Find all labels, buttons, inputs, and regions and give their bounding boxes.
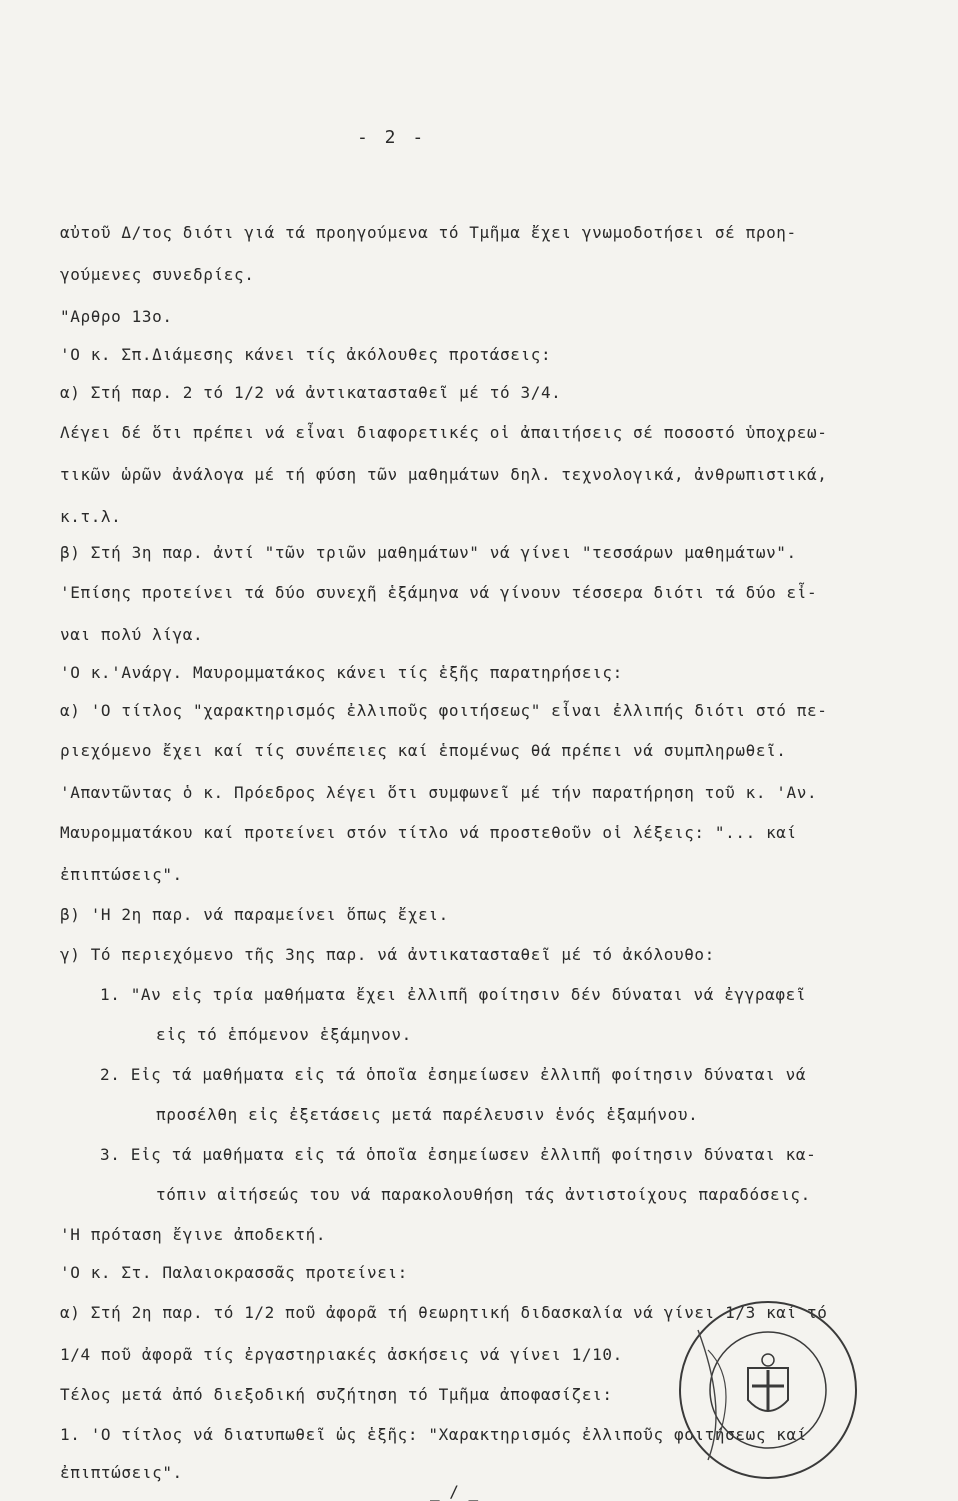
text-line: 1. "Αν εἰς τρία μαθήματα ἔχει ἐλλιπῆ φοίτησιν δέν δύναται νά ἐγγραφεῖ — [100, 985, 807, 1004]
text-line: β) 'Η 2η παρ. νά παραμείνει ὅπως ἔχει. — [60, 905, 449, 924]
text-line: 2. Εἰς τά μαθήματα εἰς τά ὁποῖα ἐσημείωσεν ἐλλιπῆ φοίτησιν δύναται νά — [100, 1065, 807, 1084]
text-line: αὐτοῦ Δ/τος διότι γιά τά προηγούμενα τό Τμῆμα ἔχει γνωμοδοτήσει σέ προη- — [60, 223, 797, 242]
page-continuation-mark: _ / _ — [430, 1482, 479, 1501]
text-line: α) 'Ο τίτλος "χαρακτηρισμός ἐλλιποῦς φοιτήσεως" εἶναι ἐλλιπής διότι στό πε- — [60, 701, 828, 720]
text-line: τικῶν ὡρῶν ἀνάλογα μέ τή φύση τῶν μαθημάτων δηλ. τεχνολογικά, ἀνθρωπιστικά, — [60, 465, 828, 484]
text-line: ριεχόμενο ἔχει καί τίς συνέπειες καί ἑπομένως θά πρέπει νά συμπληρωθεῖ. — [60, 741, 787, 760]
signature-stroke — [698, 1330, 716, 1460]
text-line: ἐπιπτώσεις". — [60, 1463, 183, 1482]
text-line: 'Ο κ. Σπ.Διάμεσης κάνει τίς ἀκόλουθες προτάσεις: — [60, 345, 552, 364]
text-line: ἐπιπτώσεις". — [60, 865, 183, 884]
text-line: 'Επίσης προτείνει τά δύο συνεχῆ ἑξάμηνα νά γίνουν τέσσερα διότι τά δύο εἶ- — [60, 583, 818, 602]
text-line: κ.τ.λ. — [60, 507, 122, 526]
text-line: γούμενες συνεδρίες. — [60, 265, 255, 284]
text-line: 'Ο κ.'Ανάργ. Μαυρομματάκος κάνει τίς ἑξῆς παρατηρήσεις: — [60, 663, 623, 682]
text-line: Τέλος μετά ἀπό διεξοδική συζήτηση τό Τμῆμα ἀποφασίζει: — [60, 1385, 613, 1404]
coat-of-arms-icon — [748, 1354, 788, 1411]
text-line: 'Απαντῶντας ὁ κ. Πρόεδρος λέγει ὅτι συμφωνεῖ μέ τήν παρατήρηση τοῦ κ. 'Αν. — [60, 783, 818, 802]
text-line: β) Στή 3η παρ. ἀντί "τῶν τριῶν μαθημάτων" νά γίνει "τεσσάρων μαθημάτων". — [60, 543, 797, 562]
text-line: 1. 'Ο τίτλος νά διατυπωθεῖ ὡς ἑξῆς: "Χαρακτηρισμός ἐλλιποῦς φοιτήσεως καί — [60, 1425, 807, 1444]
text-line: προσέλθη εἰς ἐξετάσεις μετά παρέλευσιν ἑνός ἑξαμήνου. — [156, 1105, 699, 1124]
text-line: α) Στή 2η παρ. τό 1/2 ποῦ ἀφορᾶ τή θεωρητική διδασκαλία νά γίνει 1/3 καί τό — [60, 1303, 828, 1322]
text-line: "Αρθρο 13ο. — [60, 307, 173, 326]
text-line: 'Η πρόταση ἔγινε ἀποδεκτή. — [60, 1225, 327, 1244]
official-seal-stamp — [668, 1290, 868, 1490]
text-line: 'Ο κ. Στ. Παλαιοκρασσᾶς προτείνει: — [60, 1263, 408, 1282]
text-line: γ) Τό περιεχόμενο τῆς 3ης παρ. νά ἀντικατασταθεῖ μέ τό ἀκόλουθο: — [60, 945, 715, 964]
text-line: 3. Εἰς τά μαθήματα εἰς τά ὁποῖα ἐσημείωσεν ἐλλιπῆ φοίτησιν δύναται κα- — [100, 1145, 817, 1164]
page-number: - 2 - — [357, 127, 427, 148]
text-line: τόπιν αἰτήσεώς του νά παρακολουθήση τάς ἀντιστοίχους παραδόσεις. — [156, 1185, 811, 1204]
text-line: α) Στή παρ. 2 τό 1/2 νά ἀντικατασταθεῖ μέ τό 3/4. — [60, 383, 562, 402]
text-line: Μαυρομματάκου καί προτείνει στόν τίτλο νά προστεθοῦν οἱ λέξεις: "... καί — [60, 823, 797, 842]
text-line: 1/4 ποῦ ἀφορᾶ τίς ἐργαστηριακές ἀσκήσεις νά γίνει 1/10. — [60, 1345, 623, 1364]
text-line: Λέγει δέ ὅτι πρέπει νά εἶναι διαφορετικές οἱ ἀπαιτήσεις σέ ποσοστό ὑποχρεω- — [60, 423, 828, 442]
text-line: ναι πολύ λίγα. — [60, 625, 204, 644]
text-line: εἰς τό ἑπόμενον ἑξάμηνον. — [156, 1025, 412, 1044]
